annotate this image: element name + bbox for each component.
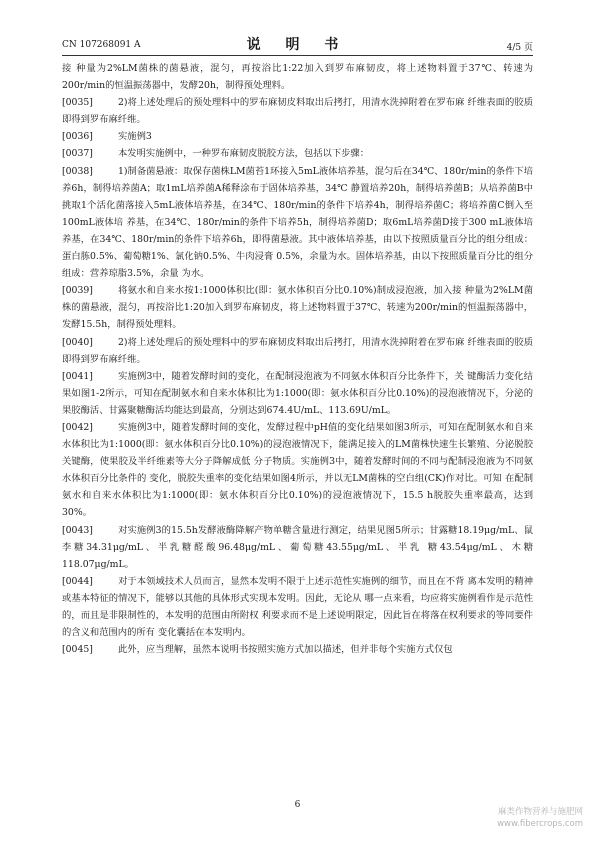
paragraph-tag: [0039] bbox=[62, 285, 93, 297]
header-rule bbox=[62, 55, 533, 56]
paragraph bbox=[62, 145, 533, 162]
paragraph-text: 2)将上述处理后的预处理料中的罗布麻韧皮料取出后拷打，用清水洗掉附着在罗布麻 纤维表面的胶质即得到罗布麻纤维。 bbox=[62, 97, 533, 126]
paragraph-tag: [0044] bbox=[62, 575, 93, 587]
paragraph-tag: [0040] bbox=[62, 336, 93, 348]
document-title: 说 明 书 bbox=[246, 37, 349, 53]
paragraph-text: 1)制备菌悬液：取保存菌株LM菌苔1环接入5mL液体培养基，混匀后在34℃、180r/min的条件下培养6h，制得培养菌A；取1mL培养菌A稀释涂布于固体培养基，34℃ 静置培养20h，制得培养菌B；从培养菌B中挑取1个活化菌落接入5mL液体培养基，在34℃、180r/min的条件下培养4h，制得培养菌C；将培养菌C倒入至100mL液体培 养基，在34℃、180r/min的条件下培养5h，制得培养菌D；取6mL培养菌D接于300 mL液体培养基，在34℃、180r/min的条件下培养6h，即得菌悬液。其中液体培养基，由以下按照质量百分比的组分组成：蛋白胨0.5%、葡萄糖1%、氯化钠0.5%、牛肉浸膏 0.5%，余量为水。固体培养基，由以下按照质量百分比的组分组成：营养琼脂3.5%，余量 为水。 bbox=[62, 165, 533, 280]
paragraph-tag: [0038] bbox=[62, 165, 93, 177]
page-number: 6 bbox=[294, 800, 301, 810]
document-body bbox=[62, 60, 533, 658]
paragraph-text: 将氨水和自来水按1:1000体积比(即：氨水体积百分比0.10%)制成浸泡液，加入接 种量为2%LM菌株的菌悬液，混匀，再按浴比1:20加入到罗布麻韧皮，将上述物料置于37℃、转速为200r/min的恒温振荡器中，发酵15.5h，制得预处理料。 bbox=[62, 285, 533, 331]
paragraph-text: 2)将上述处理后的预处理料中的罗布麻韧皮料取出后拷打，用清水洗掉附着在罗布麻 纤维表面的胶质即得到罗布麻纤维。 bbox=[62, 336, 533, 365]
paragraph bbox=[62, 573, 533, 641]
paragraph-text: 实施例3中，随着发酵时间的变化，在配制浸泡液为不同氨水体积百分比条件下，关 键酶活力变化结果如图1-2所示，可知在配制氨水和自来水体积比为1:1000(即：氨水体积百分比0.10%)的浸泡液情况下，分泌的果胶酶活、甘露聚糖酶活均能达到最高，分别达到674.4U/mL、113.69U/mL。 bbox=[62, 370, 533, 416]
paragraph bbox=[62, 334, 533, 368]
paragraph-text: 本发明实施例中，一种罗布麻韧皮脱胶方法，包括以下步骤： bbox=[118, 148, 370, 160]
paragraph-text: 对实施例3的15.5h发酵液酶降解产物单糖含量进行测定，结果见图5所示；甘露糖18.19μg/mL、鼠李糖34.31μg/mL、半乳糖醛酸96.48μg/mL、葡萄糖43.55μg/mL、半乳 糖43.54μg/mL、木糖118.07μg/mL。 bbox=[62, 524, 533, 570]
paragraph-text: 实施例3 bbox=[118, 131, 152, 143]
watermark bbox=[497, 806, 583, 830]
paragraph-tag: [0042] bbox=[62, 421, 93, 433]
paragraph-tag: [0041] bbox=[62, 370, 93, 382]
patent-number: CN 107268091 A bbox=[62, 40, 141, 50]
paragraph-text: 实施例3中，随着发酵时间的变化，发酵过程中pH值的变化结果如图3所示，可知在配制氨水和自来水体积比为1:1000(即：氨水体积百分比0.10%)的浸泡液情况下，能满足接入的LM菌株快速生长繁殖、分泌脱胶关键酶，使果胶及半纤维素等大分子降解成低 分子物质。实施例3中，随着发酵时间的不同与配制浸泡液为不同氨水体积百分比条件的 变化，脱胶失重率的变化结果如图4所示，并以无LM菌株的空白组(CK)作对比。可知 在配制氨水和自来水体积比为1:1000(即：氨水体积百分比0.10%)的浸泡液情况下，15.5 h脱胶失重率最高，达到30%。 bbox=[62, 421, 533, 519]
page-counter: 4/5 页 bbox=[506, 43, 533, 53]
paragraph bbox=[62, 282, 533, 333]
paragraph-tag: [0043] bbox=[62, 524, 93, 536]
paragraph bbox=[62, 641, 533, 658]
paragraph bbox=[62, 419, 533, 522]
paragraph bbox=[62, 522, 533, 573]
page-header bbox=[62, 30, 533, 52]
paragraph bbox=[62, 163, 533, 283]
watermark-line-2: www.fibercrops.com bbox=[497, 819, 583, 829]
paragraph bbox=[62, 368, 533, 419]
paragraph bbox=[62, 128, 533, 145]
paragraph-text: 接 种量为2%LM菌株的菌悬液，混匀，再按浴比1:22加入到罗布麻韧皮，将上述物料置于37℃、转速为200r/min的恒温振荡器中，发酵20h，制得预处理料。 bbox=[62, 63, 533, 92]
paragraph-text: 此外，应当理解，虽然本说明书按照实施方式加以描述，但并非每个实施方式仅包 bbox=[118, 644, 453, 656]
paragraph bbox=[62, 60, 533, 94]
paragraph-tag: [0037] bbox=[62, 148, 93, 160]
paragraph-tag: [0036] bbox=[62, 131, 93, 143]
paragraph-tag: [0035] bbox=[62, 97, 93, 109]
paragraph-tag: [0045] bbox=[62, 644, 93, 656]
paragraph bbox=[62, 94, 533, 128]
paragraph-text: 对于本领域技术人员而言，显然本发明不限于上述示范性实施例的细节，而且在不背 离本发明的精神或基本特征的情况下，能够以其他的具体形式实现本发明。因此，无论从 哪一点来看，均应将实施例看作是示范性的，而且是非限制性的，本发明的范围由所附权 利要求而不是上述说明限定，因此旨在将落在权利要求的等同要件的含义和范围内的所有 变化囊括在本发明内。 bbox=[62, 575, 533, 639]
watermark-line-1: 麻类作物营养与施肥网 bbox=[497, 807, 583, 817]
